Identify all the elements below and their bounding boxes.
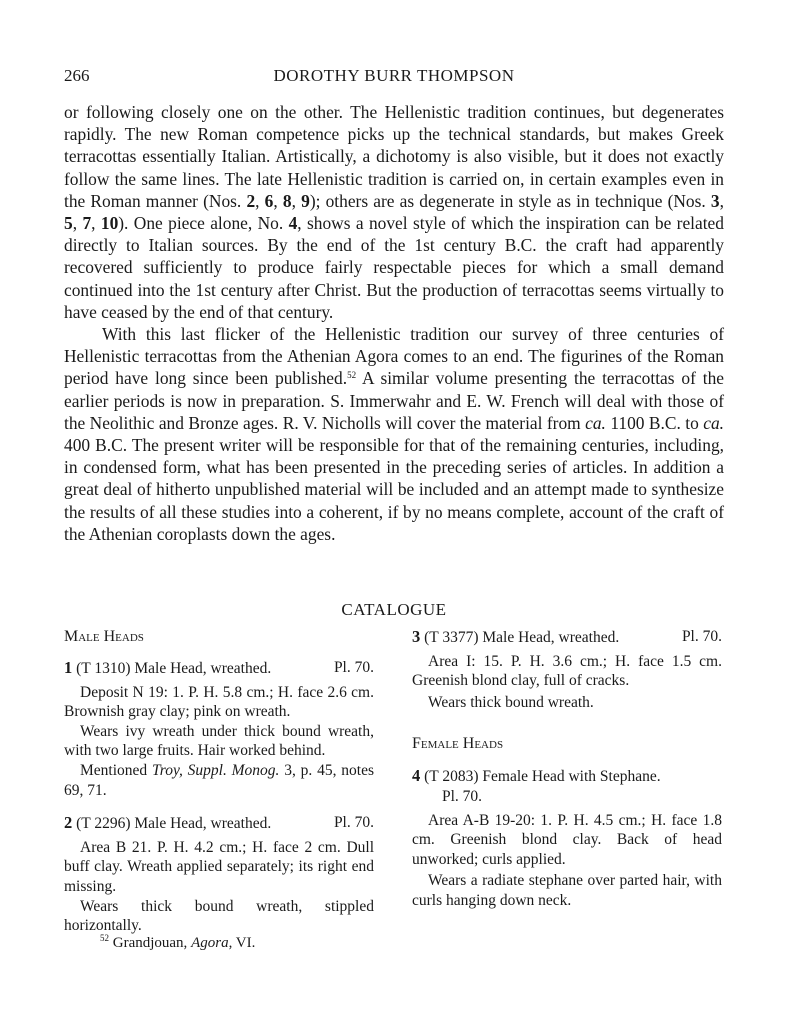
header-title: DOROTHY BURR THOMPSON: [273, 66, 515, 85]
catalogue-entry-4: [412, 766, 722, 910]
catalogue-column-left: [64, 627, 374, 936]
entry-description: Area I: 15. P. H. 3.6 cm.; H. face 1.5 cm. Greenish blond clay, full of cracks.: [412, 652, 722, 690]
entry-note: Wears a radiate stephane over parted hair, with curls hanging down neck.: [412, 872, 722, 909]
entry-description: Deposit N 19: 1. P. H. 5.8 cm.; H. face 2.6 cm. Brownish gray clay; pink on wreath.: [64, 683, 374, 721]
plate-ref: Pl. 70.: [442, 787, 483, 805]
entry-title: 4 (T 2083) Female Head with Stephane.: [412, 766, 661, 786]
entry-title: 3 (T 3377) Male Head, wreathed. Pl. 70.: [412, 627, 722, 646]
footnote: $^{52}$ Grandjouan, Agora, VI.: [100, 933, 256, 951]
catalogue-column-right: [412, 627, 722, 911]
paragraph-1: or following closely one on the other. The Hellenistic tradition continues, but degenerates rapidly. The new Roman competence picks up the technical standards, but makes Greek terracottas essentially Italian. Artistically, a dichotomy is also visible, but it does not exactly follow the same lines. The late Hellenistic tradition is carried on, in certain examples even in the Roman manner (Nos. 2, 6, 8, 9); others are as degenerate in style as in technique (Nos. 3, 5, 7, 10). One piece alone, No. 4, shows a novel style of which the inspiration can be related directly to Italian sources. By the end of the 1st century B.C. the craft had apparently recovered sufficiently to produce fairly respectable pieces for which a small demand continued into the 1st century after Christ. But the production of terracottas seems virtually to have ceased by the end of that century.: [64, 102, 724, 322]
section-heading-female: Female Heads: [412, 735, 504, 753]
entry-note: Wears thick bound wreath, stippled horizontally.: [64, 897, 374, 935]
body-text: [64, 101, 724, 545]
entry-description: Area B 21. P. H. 4.2 cm.; H. face 2 cm. Dull buff clay. Wreath applied separately; its right end missing.: [64, 838, 374, 895]
catalogue-heading: CATALOGUE: [341, 600, 447, 619]
catalogue-entry-1: [64, 658, 374, 800]
entry-note: Wears thick bound wreath.: [428, 693, 594, 711]
paragraph-2: With this last flicker of the Hellenistic tradition our survey of three centuries of Hellenistic terracottas from the Athenian Agora comes to an end. The figurines of the Roman period have long since been published.$^{52}$ A similar volume presenting the terracottas of the earlier periods is now in preparation. S. Immerwahr and E. W. French will deal with those of the Neolithic and Bronze ages. R. V. Nicholls will cover the material from ca. 1100 B.C. to ca. 400 B.C. The present writer will be responsible for that of the remaining centuries, including, in condensed form, what has been presented in the preceding series of articles. In addition a great deal of hitherto unpublished material will be included and an attempt made to synthesize the results of all these studies into a coherent, if by no means complete, account of the craft of the Athenian coroplasts down the ages.: [64, 324, 724, 544]
footnote-marker: 52: [100, 933, 109, 943]
entry-title: 1 (T 1310) Male Head, wreathed. Pl. 70.: [64, 658, 374, 677]
footnote-ref[interactable]: 52: [347, 370, 357, 381]
catalogue-entry-2: [64, 813, 374, 936]
entry-title: 2 (T 2296) Male Head, wreathed. Pl. 70.: [64, 813, 374, 833]
entry-description: Area A-B 19-20: 1. P. H. 4.5 cm.; H. face 1.8 cm. Greenish blond clay. Back of head unworked; curls applied.: [412, 811, 722, 868]
plate-ref: Pl. 70.: [333, 814, 374, 832]
running-head: [64, 66, 724, 88]
page-number: 266: [64, 66, 90, 85]
section-heading-male: Male Heads: [64, 628, 144, 645]
plate-ref: Pl. 70.: [681, 628, 722, 645]
entry-note: Wears ivy wreath under thick bound wreath, with two large fruits. Hair worked behind.: [64, 722, 374, 760]
catalogue-entry-3: [412, 627, 722, 712]
plate-ref: Pl. 70.: [333, 659, 374, 676]
entry-reference: Mentioned Troy, Suppl. Monog. 3, p. 45, notes 69, 71.: [64, 761, 375, 799]
